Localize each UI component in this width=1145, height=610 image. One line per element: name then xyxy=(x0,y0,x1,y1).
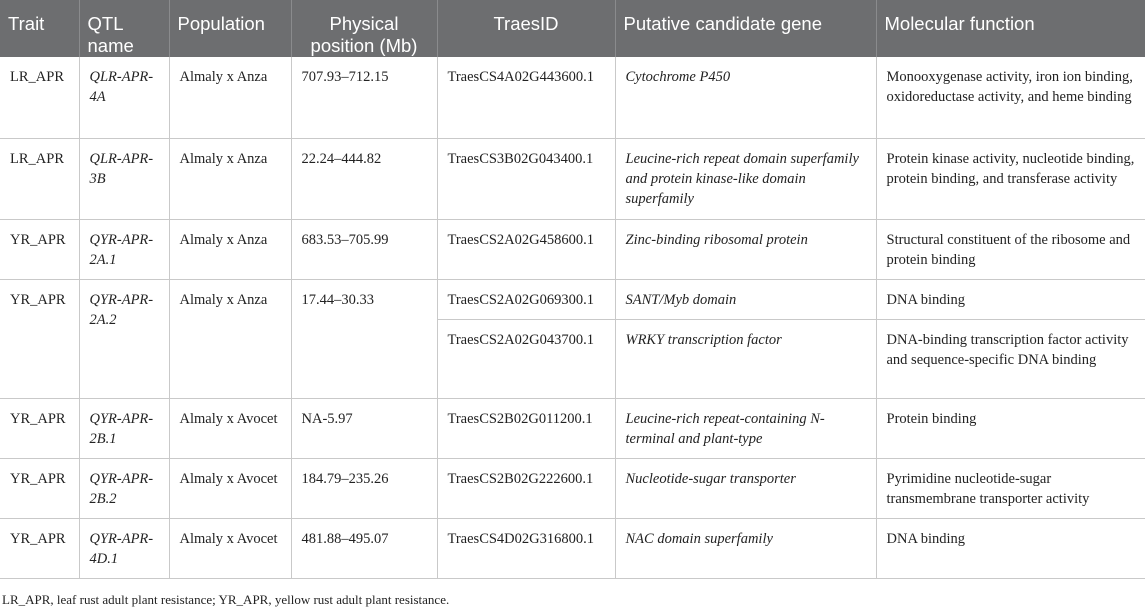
cell-candidate-gene: NAC domain superfamily xyxy=(615,518,876,578)
header-molecular-function: Molecular function xyxy=(876,0,1145,57)
cell-candidate-gene: WRKY transcription factor xyxy=(615,319,876,398)
cell-traesid: TraesCS4D02G316800.1 xyxy=(437,518,615,578)
cell-candidate-gene: SANT/Myb domain xyxy=(615,279,876,319)
cell-traesid: TraesCS2A02G069300.1 xyxy=(437,279,615,319)
cell-position: 184.79–235.26 xyxy=(291,458,437,518)
cell-position: 707.93–712.15 xyxy=(291,57,437,138)
table-row xyxy=(0,57,1145,138)
table-footnote: LR_APR, leaf rust adult plant resistance; YR_APR, yellow rust adult plant resistance. xyxy=(2,592,450,607)
cell-qtl-name: QYR-APR-4D.1 xyxy=(79,518,169,578)
cell-traesid: TraesCS4A02G443600.1 xyxy=(437,57,615,138)
table-row xyxy=(0,458,1145,518)
cell-trait: YR_APR xyxy=(0,398,79,458)
cell-population: Almaly x Anza xyxy=(169,138,291,219)
table-row xyxy=(0,279,1145,319)
cell-position: 683.53–705.99 xyxy=(291,219,437,279)
cell-traesid: TraesCS2A02G458600.1 xyxy=(437,219,615,279)
cell-position: NA-5.97 xyxy=(291,398,437,458)
header-candidate-gene: Putative candidate gene xyxy=(615,0,876,57)
cell-trait: YR_APR xyxy=(0,458,79,518)
header-row xyxy=(0,0,1145,57)
cell-molecular-function: Pyrimidine nucleotide-sugar transmembrane transporter activity xyxy=(876,458,1145,518)
cell-traesid: TraesCS2B02G222600.1 xyxy=(437,458,615,518)
cell-qtl-name: QYR-APR-2A.1 xyxy=(79,219,169,279)
cell-molecular-function: DNA binding xyxy=(876,279,1145,319)
cell-molecular-function: Structural constituent of the ribosome and protein binding xyxy=(876,219,1145,279)
cell-qtl-name: QYR-APR-2B.1 xyxy=(79,398,169,458)
cell-trait: YR_APR xyxy=(0,219,79,279)
table-row xyxy=(0,219,1145,279)
cell-population: Almaly x Anza xyxy=(169,279,291,398)
cell-molecular-function: Protein binding xyxy=(876,398,1145,458)
header-trait: Trait xyxy=(0,0,79,57)
cell-molecular-function: Monooxygenase activity, iron ion binding, oxidoreductase activity, and heme binding xyxy=(876,57,1145,138)
cell-molecular-function: Protein kinase activity, nucleotide binding, protein binding, and transferase activity xyxy=(876,138,1145,219)
cell-position: 481.88–495.07 xyxy=(291,518,437,578)
cell-population: Almaly x Anza xyxy=(169,57,291,138)
cell-trait: LR_APR xyxy=(0,57,79,138)
cell-traesid: TraesCS3B02G043400.1 xyxy=(437,138,615,219)
cell-population: Almaly x Avocet xyxy=(169,398,291,458)
table-row xyxy=(0,398,1145,458)
cell-qtl-name: QYR-APR-2A.2 xyxy=(79,279,169,398)
cell-candidate-gene: Zinc-binding ribosomal protein xyxy=(615,219,876,279)
cell-population: Almaly x Anza xyxy=(169,219,291,279)
header-qtl-name: QTL name xyxy=(79,0,169,57)
cell-candidate-gene: Leucine-rich repeat domain superfamily and protein kinase-like domain superfamily xyxy=(615,138,876,219)
table-row xyxy=(0,138,1145,219)
cell-candidate-gene: Leucine-rich repeat-containing N-terminal and plant-type xyxy=(615,398,876,458)
header-traesid: TraesID xyxy=(437,0,615,57)
header-physical-position: Physical position (Mb) xyxy=(291,0,437,57)
cell-position: 17.44–30.33 xyxy=(291,279,437,398)
cell-position: 22.24–444.82 xyxy=(291,138,437,219)
cell-candidate-gene: Cytochrome P450 xyxy=(615,57,876,138)
cell-qtl-name: QLR-APR-4A xyxy=(79,57,169,138)
cell-candidate-gene: Nucleotide-sugar transporter xyxy=(615,458,876,518)
cell-trait: YR_APR xyxy=(0,518,79,578)
cell-molecular-function: DNA binding xyxy=(876,518,1145,578)
cell-population: Almaly x Avocet xyxy=(169,518,291,578)
header-population: Population xyxy=(169,0,291,57)
table-row xyxy=(0,518,1145,578)
cell-population: Almaly x Avocet xyxy=(169,458,291,518)
cell-molecular-function: DNA-binding transcription factor activity and sequence-specific DNA binding xyxy=(876,319,1145,398)
cell-qtl-name: QYR-APR-2B.2 xyxy=(79,458,169,518)
cell-traesid: TraesCS2B02G011200.1 xyxy=(437,398,615,458)
cell-qtl-name: QLR-APR-3B xyxy=(79,138,169,219)
cell-trait: YR_APR xyxy=(0,279,79,398)
cell-traesid: TraesCS2A02G043700.1 xyxy=(437,319,615,398)
cell-trait: LR_APR xyxy=(0,138,79,219)
